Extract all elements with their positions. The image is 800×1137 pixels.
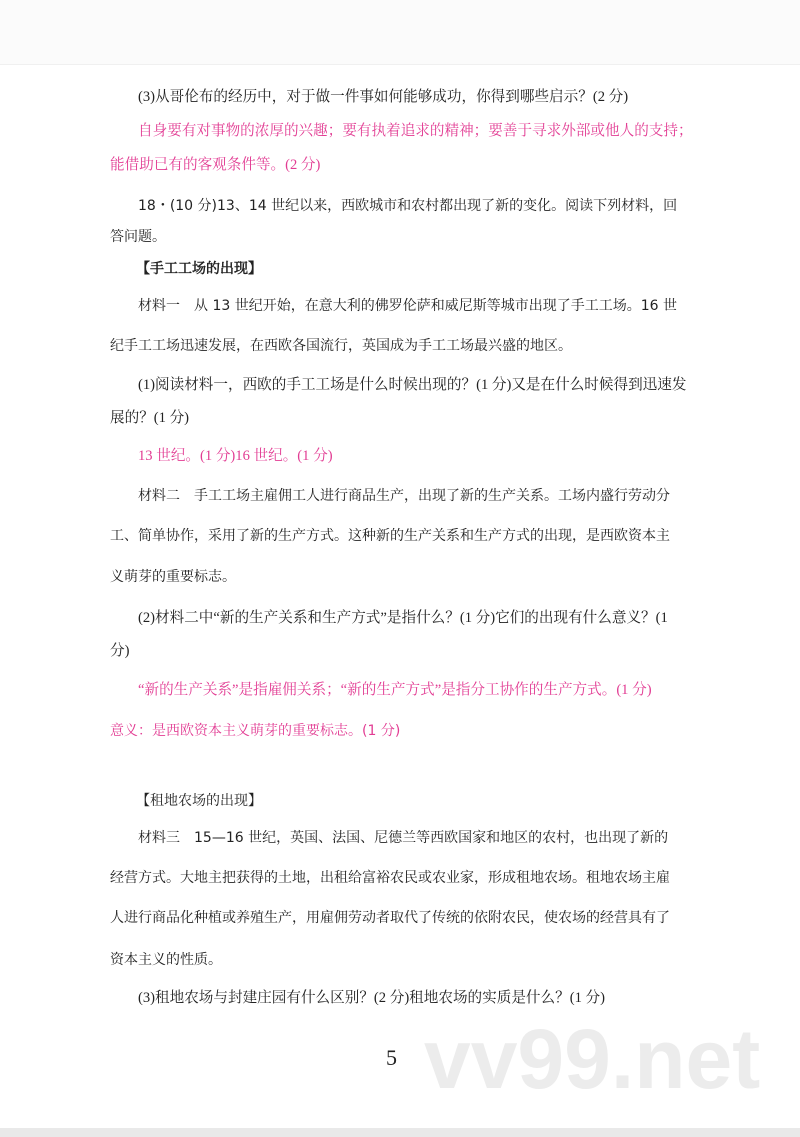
sub-answer-2-line1: “新的生产关系”是指雇佣关系；“新的生产方式”是指分工协作的生产方式。(1 分) <box>138 682 652 698</box>
answer-17-3-line2: 能借助已有的客观条件等。(2 分) <box>110 157 321 173</box>
material-1-line1: 材料一 从 13 世纪开始，在意大利的佛罗伦萨和威尼斯等城市出现了手工工场。16 世 <box>138 298 677 314</box>
material-3-line2: 经营方式。大地主把获得的土地，出租给富裕农民或农业家，形成租地农场。租地农场主雇 <box>110 870 670 886</box>
question-18-intro-line1: 18・(10 分)13、14 世纪以来，西欧城市和农村都出现了新的变化。阅读下列材料，回 <box>138 198 678 214</box>
material-2-line2: 工、简单协作，采用了新的生产方式。这种新的生产关系和生产方式的出现，是西欧资本主 <box>110 528 670 544</box>
section-title-workshop: 【手工工场的出现】 <box>136 261 262 277</box>
question-17-3: (3)从哥伦布的经历中，对于做一件事如何能够成功，你得到哪些启示？(2 分) <box>138 89 629 105</box>
material-3-line3: 人进行商品化种植或养殖生产，用雇佣劳动者取代了传统的依附农民，使农场的经营具有了 <box>110 910 670 926</box>
watermark: vv99.net <box>424 1012 761 1106</box>
question-18-intro-line2: 答问题。 <box>110 229 166 245</box>
sub-question-2-line1: (2)材料二中“新的生产关系和生产方式”是指什么？(1 分)它们的出现有什么意义？(1 <box>138 610 668 626</box>
material-2-line3: 义萌芽的重要标志。 <box>110 569 236 585</box>
sub-question-1-line2: 展的？(1 分) <box>110 410 190 426</box>
material-3-line4: 资本主义的性质。 <box>110 952 222 968</box>
sub-answer-2-line2: 意义：是西欧资本主义萌芽的重要标志。(1 分) <box>110 723 401 739</box>
answer-17-3-line1: 自身要有对事物的浓厚的兴趣；要有执着追求的精神；要善于寻求外部或他人的支持； <box>138 123 693 139</box>
section-title-farm: 【租地农场的出现】 <box>136 793 262 809</box>
viewer-bottom-bar <box>0 1128 800 1137</box>
material-1-line2: 纪手工工场迅速发展，在西欧各国流行，英国成为手工工场最兴盛的地区。 <box>110 338 572 354</box>
sub-question-2-line2: 分) <box>110 643 130 659</box>
viewer-top-bar <box>0 0 800 65</box>
sub-answer-1: 13 世纪。(1 分)16 世纪。(1 分) <box>138 448 333 464</box>
sub-question-1-line1: (1)阅读材料一，西欧的手工工场是什么时候出现的？(1 分)又是在什么时候得到迅速发 <box>138 377 687 393</box>
material-2-line1: 材料二 手工工场主雇佣工人进行商品生产，出现了新的生产关系。工场内盛行劳动分 <box>138 488 670 504</box>
page-number: 5 <box>386 1045 397 1070</box>
material-3-line1: 材料三 15—16 世纪，英国、法国、尼德兰等西欧国家和地区的农村，也出现了新的 <box>138 830 669 846</box>
sub-question-3: (3)租地农场与封建庄园有什么区别？(2 分)租地农场的实质是什么？(1 分) <box>138 990 605 1006</box>
